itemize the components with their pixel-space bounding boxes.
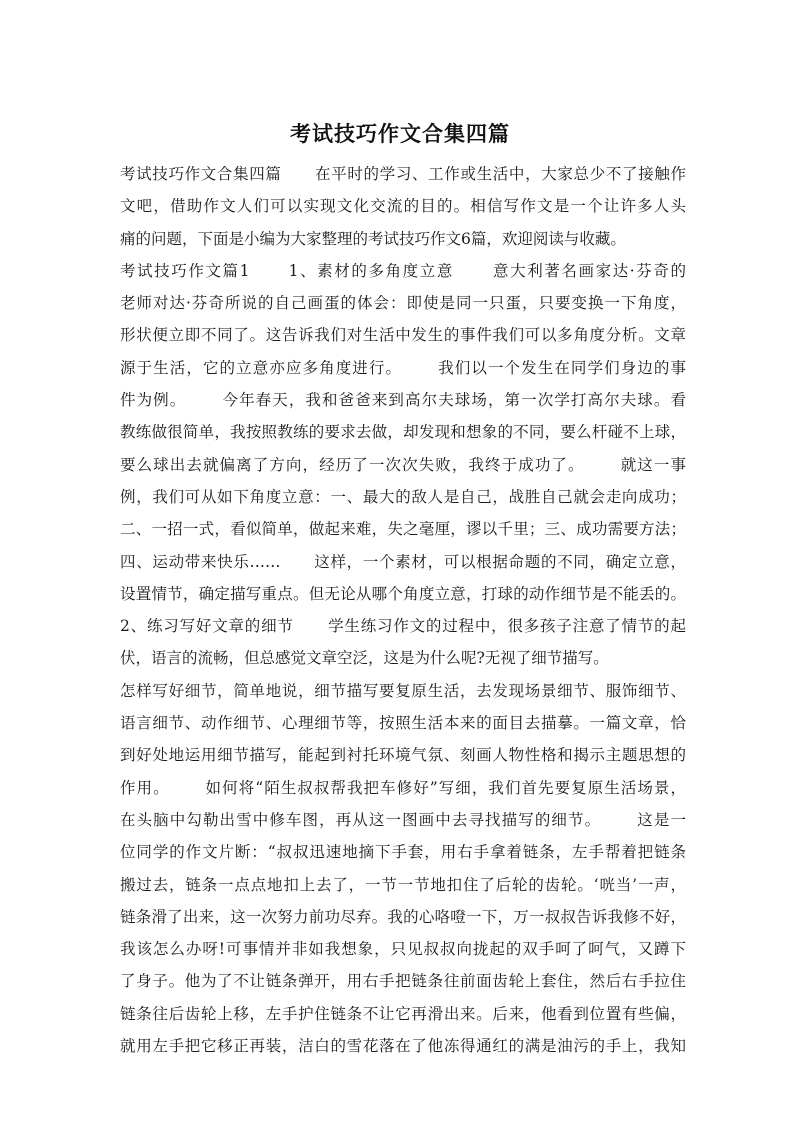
text-line: 2、练习写好文章的细节 学生练习作文的过程中，很多孩子注意了情节的起 (120, 617, 686, 636)
text-line: 链条滑了出来，这一次努力前功尽弃。我的心咯噔一下，万一叔叔告诉我修不好， (120, 907, 686, 926)
text-line: 文吧，借助作文人们可以实现文化交流的目的。相信写作文是一个让许多人头 (120, 197, 686, 216)
text-line: 四、运动带来快乐…… 这样，一个素材，可以根据命题的不同，确定立意， (120, 552, 686, 571)
text-line: 老师对达·芬奇所说的自己画蛋的体会：即使是同一只蛋，只要变换一下角度， (120, 294, 686, 313)
text-line: 考试技巧作文合集四篇 在平时的学习、工作或生活中，大家总少不了接触作 (120, 165, 686, 183)
text-line: 考试技巧作文篇1 1、素材的多角度立意 意大利著名画家达·芬奇的 (120, 261, 686, 280)
document-body (120, 158, 686, 1062)
text-line: 我该怎么办呀!可事情并非如我想象，只见叔叔向拢起的双手呵了呵气，又蹲下 (120, 940, 686, 959)
text-line: 要么球出去就偏离了方向，经历了一次次失败，我终于成功了。 就这一事 (120, 455, 686, 474)
text-line: 语言细节、动作细节、心理细节等，按照生活本来的面目去描摹。一篇文章，恰 (120, 714, 686, 733)
text-line: 设置情节，确定描写重点。但无论从哪个角度立意，打球的动作细节是不能丢的。 (120, 584, 686, 603)
text-line: 就用左手把它移正再装，洁白的雪花落在了他冻得通红的满是油污的手上，我知 (120, 1037, 686, 1056)
text-line: 怎样写好细节，简单地说，细节描写要复原生活，去发现场景细节、服饰细节、 (120, 681, 686, 700)
text-line: 到好处地运用细节描写，能起到衬托环境气氛、刻画人物性格和揭示主题思想的 (120, 746, 686, 765)
text-line: 在头脑中勾勒出雪中修车图，再从这一图画中去寻找描写的细节。 这是一 (120, 810, 686, 829)
text-line: 痛的问题，下面是小编为大家整理的考试技巧作文6篇，欢迎阅读与收藏。 (120, 229, 626, 248)
text-line: 搬过去，链条一点点地扣上去了，一节一节地扣住了后轮的齿轮。‘咣当’一声， (120, 875, 686, 894)
text-line: 二、一招一式，看似简单，做起来难，失之毫厘，谬以千里；三、成功需要方法； (120, 520, 686, 539)
document-title: 考试技巧作文合集四篇 (290, 121, 510, 146)
text-line: 作用。 如何将“陌生叔叔帮我把车修好”写细，我们首先要复原生活场景， (120, 778, 686, 797)
text-line: 教练做很简单，我按照教练的要求去做，却发现和想象的不同，要么杆碰不上球， (120, 423, 686, 442)
text-line: 了身子。他为了不让链条弹开，用右手把链条往前面齿轮上套住，然后右手拉住 (120, 972, 686, 991)
text-line: 例，我们可从如下角度立意：一、最大的敌人是自己，战胜自己就会走向成功； (120, 487, 686, 506)
text-line: 件为例。 今年春天，我和爸爸来到高尔夫球场，第一次学打高尔夫球。看 (120, 391, 686, 410)
text-line: 形状便立即不同了。这告诉我们对生活中发生的事件我们可以多角度分析。文章 (120, 326, 686, 345)
text-line: 源于生活，它的立意亦应多角度进行。 我们以一个发生在同学们身边的事 (120, 358, 686, 377)
text-line: 链条往后齿轮上移，左手护住链条不让它再滑出来。后来，他看到位置有些偏， (120, 1004, 686, 1023)
text-line: 位同学的作文片断：“叔叔迅速地摘下手套，用右手拿着链条，左手帮着把链条 (120, 843, 686, 862)
text-line: 伏，语言的流畅，但总感觉文章空泛，这是为什么呢?无视了细节描写。 (120, 649, 609, 668)
